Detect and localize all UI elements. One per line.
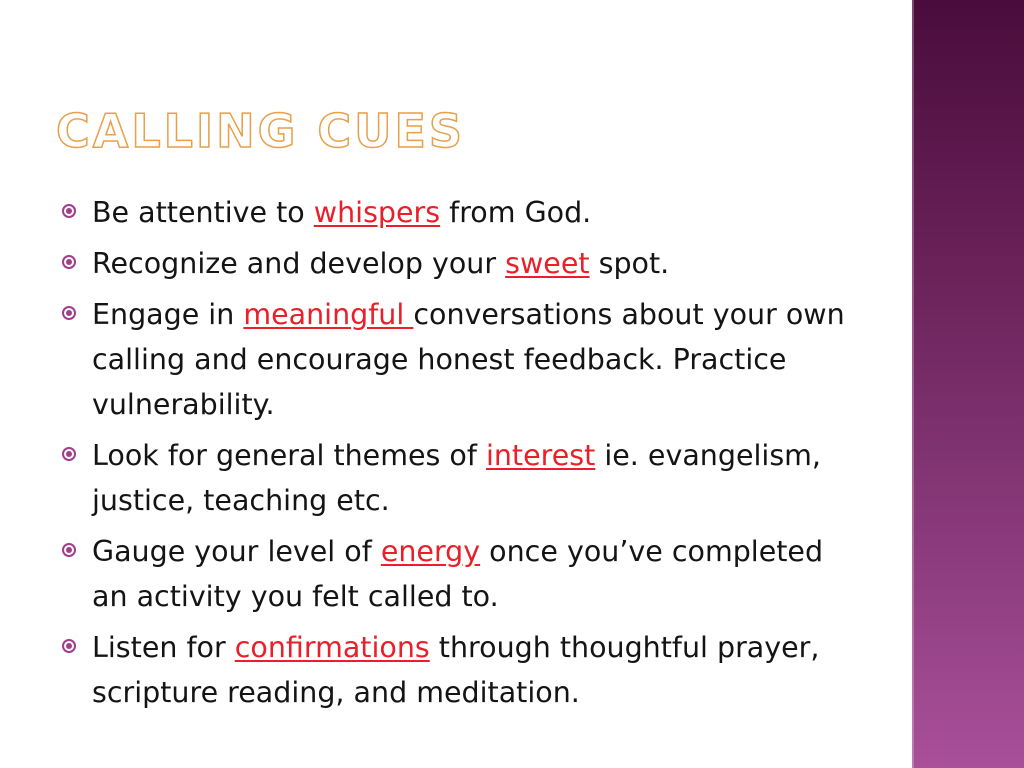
bullet-text: spot. bbox=[589, 247, 670, 280]
bullet-text: Listen for bbox=[92, 631, 235, 664]
radio-bullet-icon bbox=[62, 447, 76, 461]
keyword-highlight: interest bbox=[485, 439, 596, 472]
bullet-text: ie. evangelism, justice, teaching etc. bbox=[92, 439, 821, 517]
bullet-text: Recognize and develop your bbox=[92, 247, 506, 280]
bullet-text: Look for general themes of bbox=[92, 439, 486, 472]
bullet-text: conversations about your own calling and encourage honest feedback. Practice vulnerability. bbox=[92, 298, 845, 421]
bullet-item bbox=[62, 241, 862, 286]
decorative-side-band bbox=[912, 0, 1024, 768]
keyword-highlight: confirmations bbox=[234, 631, 430, 664]
keyword-highlight: whispers bbox=[313, 196, 441, 229]
radio-bullet-icon bbox=[62, 204, 76, 218]
radio-bullet-icon bbox=[62, 639, 76, 653]
slide-title: CALLING CUES bbox=[56, 104, 466, 158]
bullet-text: through thoughtful prayer, scripture reading, and meditation. bbox=[92, 631, 820, 709]
bullet-item bbox=[62, 190, 862, 235]
keyword-highlight: energy bbox=[380, 535, 481, 568]
radio-bullet-icon bbox=[62, 543, 76, 557]
bullet-text: Be attentive to bbox=[92, 196, 314, 229]
side-band-edge bbox=[912, 0, 914, 768]
radio-bullet-icon bbox=[62, 306, 76, 320]
bullet-list bbox=[62, 190, 862, 721]
keyword-highlight: meaningful bbox=[243, 298, 414, 331]
bullet-item bbox=[62, 625, 862, 715]
bullet-text: from God. bbox=[440, 196, 592, 229]
bullet-text: Gauge your level of bbox=[92, 535, 381, 568]
bullet-item bbox=[62, 529, 862, 619]
radio-bullet-icon bbox=[62, 255, 76, 269]
keyword-highlight: sweet bbox=[505, 247, 590, 280]
bullet-item bbox=[62, 433, 862, 523]
bullet-text: Engage in bbox=[92, 298, 244, 331]
bullet-text: once you’ve completed an activity you felt called to. bbox=[92, 535, 824, 613]
bullet-item bbox=[62, 292, 862, 427]
